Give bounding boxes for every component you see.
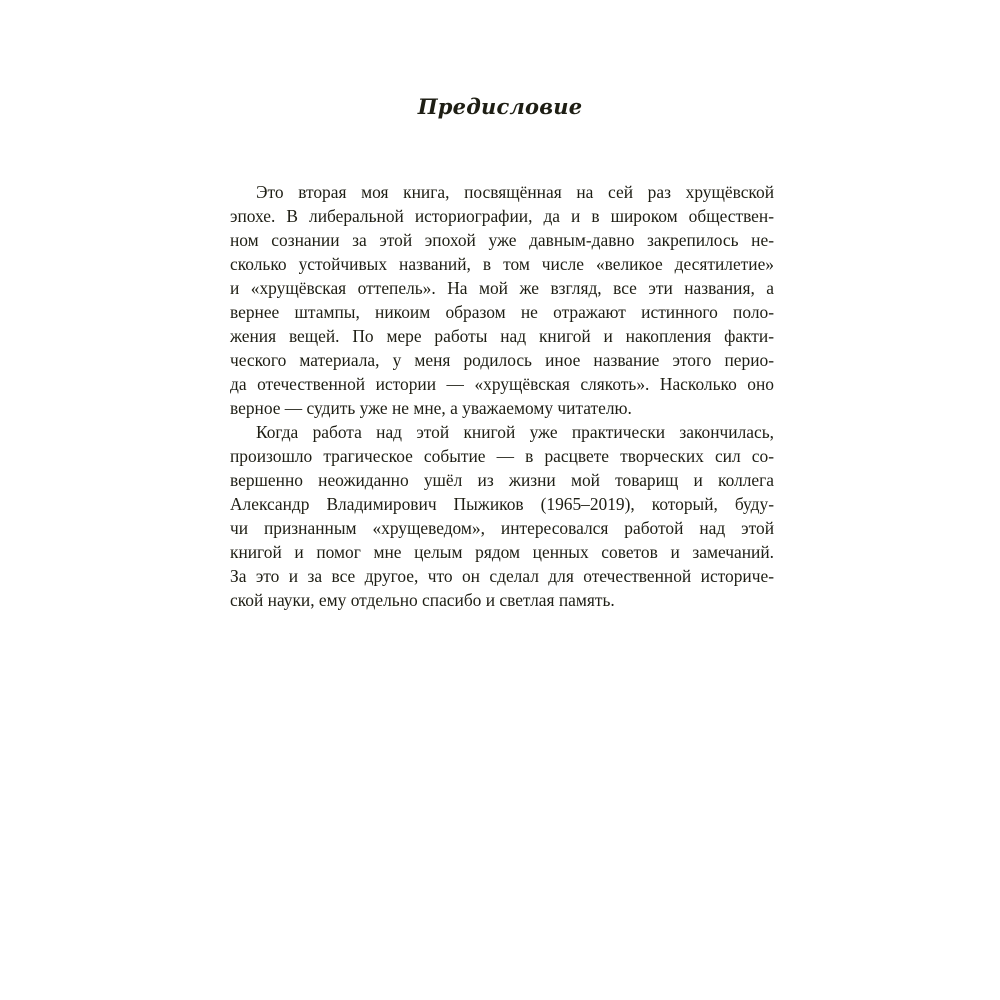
text-line: Когда работа над этой книгой уже практически закончилась, — [256, 422, 774, 442]
text-line: книгой и помог мне целым рядом ценных советов и замечаний. — [230, 542, 774, 562]
text-line: Это вторая моя книга, посвящённая на сей раз хрущёвской — [256, 182, 774, 202]
text-line: Александр Владимирович Пыжиков (1965–2019), который, буду- — [230, 494, 774, 514]
text-line: ном сознании за этой эпохой уже давным-давно закрепилось не- — [230, 230, 774, 250]
paragraph-2 — [230, 420, 774, 612]
text-line: чи признанным «хрущеведом», интересовался работой над этой — [230, 518, 774, 538]
text-line: произошло трагическое событие — в расцвете творческих сил со- — [230, 446, 774, 466]
text-line: ской науки, ему отдельно спасибо и светлая память. — [230, 590, 615, 610]
text-line: вершенно неожиданно ушёл из жизни мой товарищ и коллега — [230, 470, 774, 490]
text-line: эпохе. В либеральной историографии, да и в широком обществен- — [230, 206, 774, 226]
text-line: сколько устойчивых названий, в том числе «великое десятилетие» — [230, 254, 774, 274]
page-body — [230, 180, 774, 612]
page-title: Предисловие — [417, 94, 583, 119]
text-line: ческого материала, у меня родилось иное название этого перио- — [230, 350, 774, 370]
text-line: жения вещей. По мере работы над книгой и накопления факти- — [230, 326, 774, 346]
text-line: да отечественной истории — «хрущёвская слякоть». Насколько оно — [230, 374, 774, 394]
text-line: За это и за все другое, что он сделал для отечественной историче- — [230, 566, 774, 586]
text-line: и «хрущёвская оттепель». На мой же взгляд, все эти названия, а — [230, 278, 774, 298]
text-line: вернее штампы, никоим образом не отражают истинного поло- — [230, 302, 774, 322]
text-line: верное — судить уже не мне, а уважаемому читателю. — [230, 398, 632, 418]
paragraph-1 — [230, 180, 774, 420]
